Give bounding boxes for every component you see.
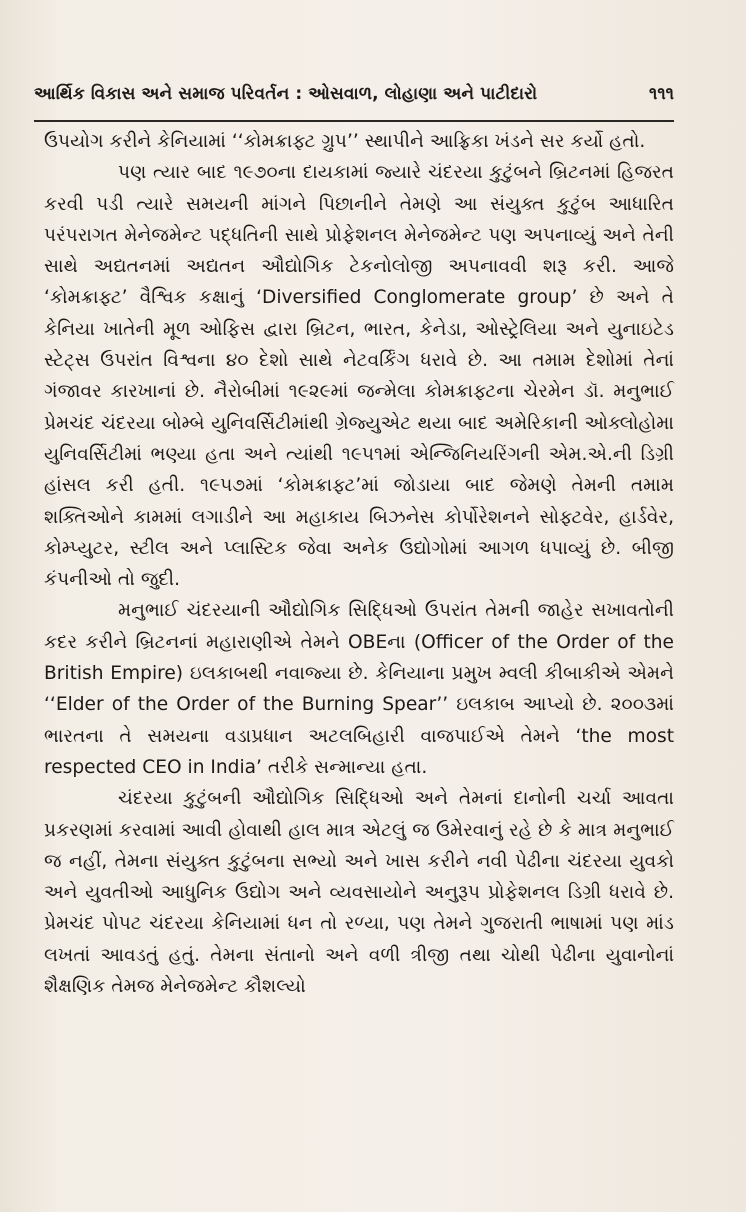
page-number: ૧૧૧ [649,84,674,104]
page-header [34,84,674,120]
running-head: આર્થિક વિકાસ અને સમાજ પરિવર્તન : ઓસવાળ, લોહાણા અને પાટીદારો [34,84,538,104]
body-text [44,126,674,1002]
paragraph-honours: મનુભાઈ ચંદરયાની ઔદ્યોગિક સિદ્ધિઓ ઉપરાંત તેમની જાહેર સખાવતોની કદર કરીને બ્રિટનનાં મહારાણીએ તેમને OBEના (Officer of the Order of the British Empire) ઇલકાબથી નવાજ્યા છે. કેનિયાના પ્રમુખ મ્વલી કીબાકીએ એમને ‘‘Elder of the Order of the Burning Spear’’ ઇલકાબ આપ્યો છે. ૨૦૦૩માં ભારતના તે સમયના વડાપ્રધાન અટલબિહારી વાજપાઈએ તેમને ‘the most respected CEO in India’ તરીકે સન્માન્યા હતા. [44,600,674,778]
paragraph-continued: ઉપયોગ કરીને કેનિયામાં ‘‘કોમક્રાફ્ટ ગ્રુપ’’ સ્થાપીને આફ્રિકા ખંડને સર કર્યો હતો. [44,131,646,152]
header-rule [34,120,674,122]
paragraph-family-education: ચંદરયા કુટુંબની ઔદ્યોગિક સિદ્ધિઓ અને તેમનાં દાનોની ચર્ચા આવતા પ્રકરણમાં કરવામાં આવી હોવાથી હાલ માત્ર એટલું જ ઉમેરવાનું રહે છે કે માત્ર મનુભાઈ જ નહીં, તેમના સંયુક્ત કુટુંબના સભ્યો અને ખાસ કરીને નવી પેઢીના ચંદરયા યુવકો અને યુવતીઓ આધુનિક ઉદ્યોગ અને વ્યવસાયોને અનુરૂપ પ્રોફેશનલ ડિગ્રી ધરાવે છે. પ્રેમચંદ પોપટ ચંદરયા કેનિયામાં ધન તો રળ્યા, પણ તેમને ગુજરાતી ભાષામાં પણ માંડ લખતાં આવડતું હતું. તેમના સંતાનો અને વળી ત્રીજી તથા ચોથી પેઢીના યુવાનોનાં શૈક્ષણિક તેમજ મેનેજમેન્ટ કૌશલ્યો [44,788,674,998]
paragraph-comcraft-expansion: પણ ત્યાર બાદ ૧૯૭૦ના દાયકામાં જ્યારે ચંદરયા કુટુંબને બ્રિટનમાં હિજરત કરવી પડી ત્યારે સમયની માંગને પિછાનીને તેમણે આ સંયુક્ત કુટુંબ આધારિત પરંપરાગત મેનેજમેન્ટ પદ્ધતિની સાથે પ્રોફેશનલ મેનેજમેન્ટ પણ અપનાવ્યું અને તેની સાથે અદ્યતનમાં અદ્યતન ઔદ્યોગિક ટેકનોલોજી અપનાવવી શરૂ કરી. આજે ‘કોમક્રાફ્ટ’ વૈશ્વિક કક્ષાનું ‘Diversified Conglomerate group’ છે અને તે કેનિયા ખાતેની મૂળ ઓફિસ દ્વારા બ્રિટન, ભારત, કેનેડા, ઓસ્ટ્રેલિયા અને યુનાઇટેડ સ્ટેટ્સ ઉપરાંત વિશ્વના ૪૦ દેશો સાથે નેટવર્કિંગ ધરાવે છે. આ તમામ દેશોમાં તેનાં ગંજાવર કારખાનાં છે. નૈરોબીમાં ૧૯૨૯માં જન્મેલા કોમક્રાફ્ટના ચેરમેન ડૉ. મનુભાઈ પ્રેમચંદ ચંદરયા બોમ્બે યુનિવર્સિટીમાંથી ગ્રેજ્યુએટ થયા બાદ અમેરિકાની ઓક્લોહોમા યુનિવર્સિટીમાં ભણ્યા હતા અને ત્યાંથી ૧૯૫૧માં એન્જિનિયરિંગની એમ.એ.ની ડિગ્રી હાંસલ કરી હતી. ૧૯૫૭માં ‘કોમક્રાફ્ટ’માં જોડાયા બાદ જેમણે તેમની તમામ શક્તિઓને કામમાં લગાડીને આ મહાકાય બિઝનેસ કોર્પોરેશનને સોફ્ટવેર, હાર્ડવેર, કોમ્પ્યુટર, સ્ટીલ અને પ્લાસ્ટિક જેવા અનેક ઉદ્યોગોમાં આગળ ધપાવ્યું છે. બીજી કંપનીઓ તો જુદી. [44,162,674,591]
